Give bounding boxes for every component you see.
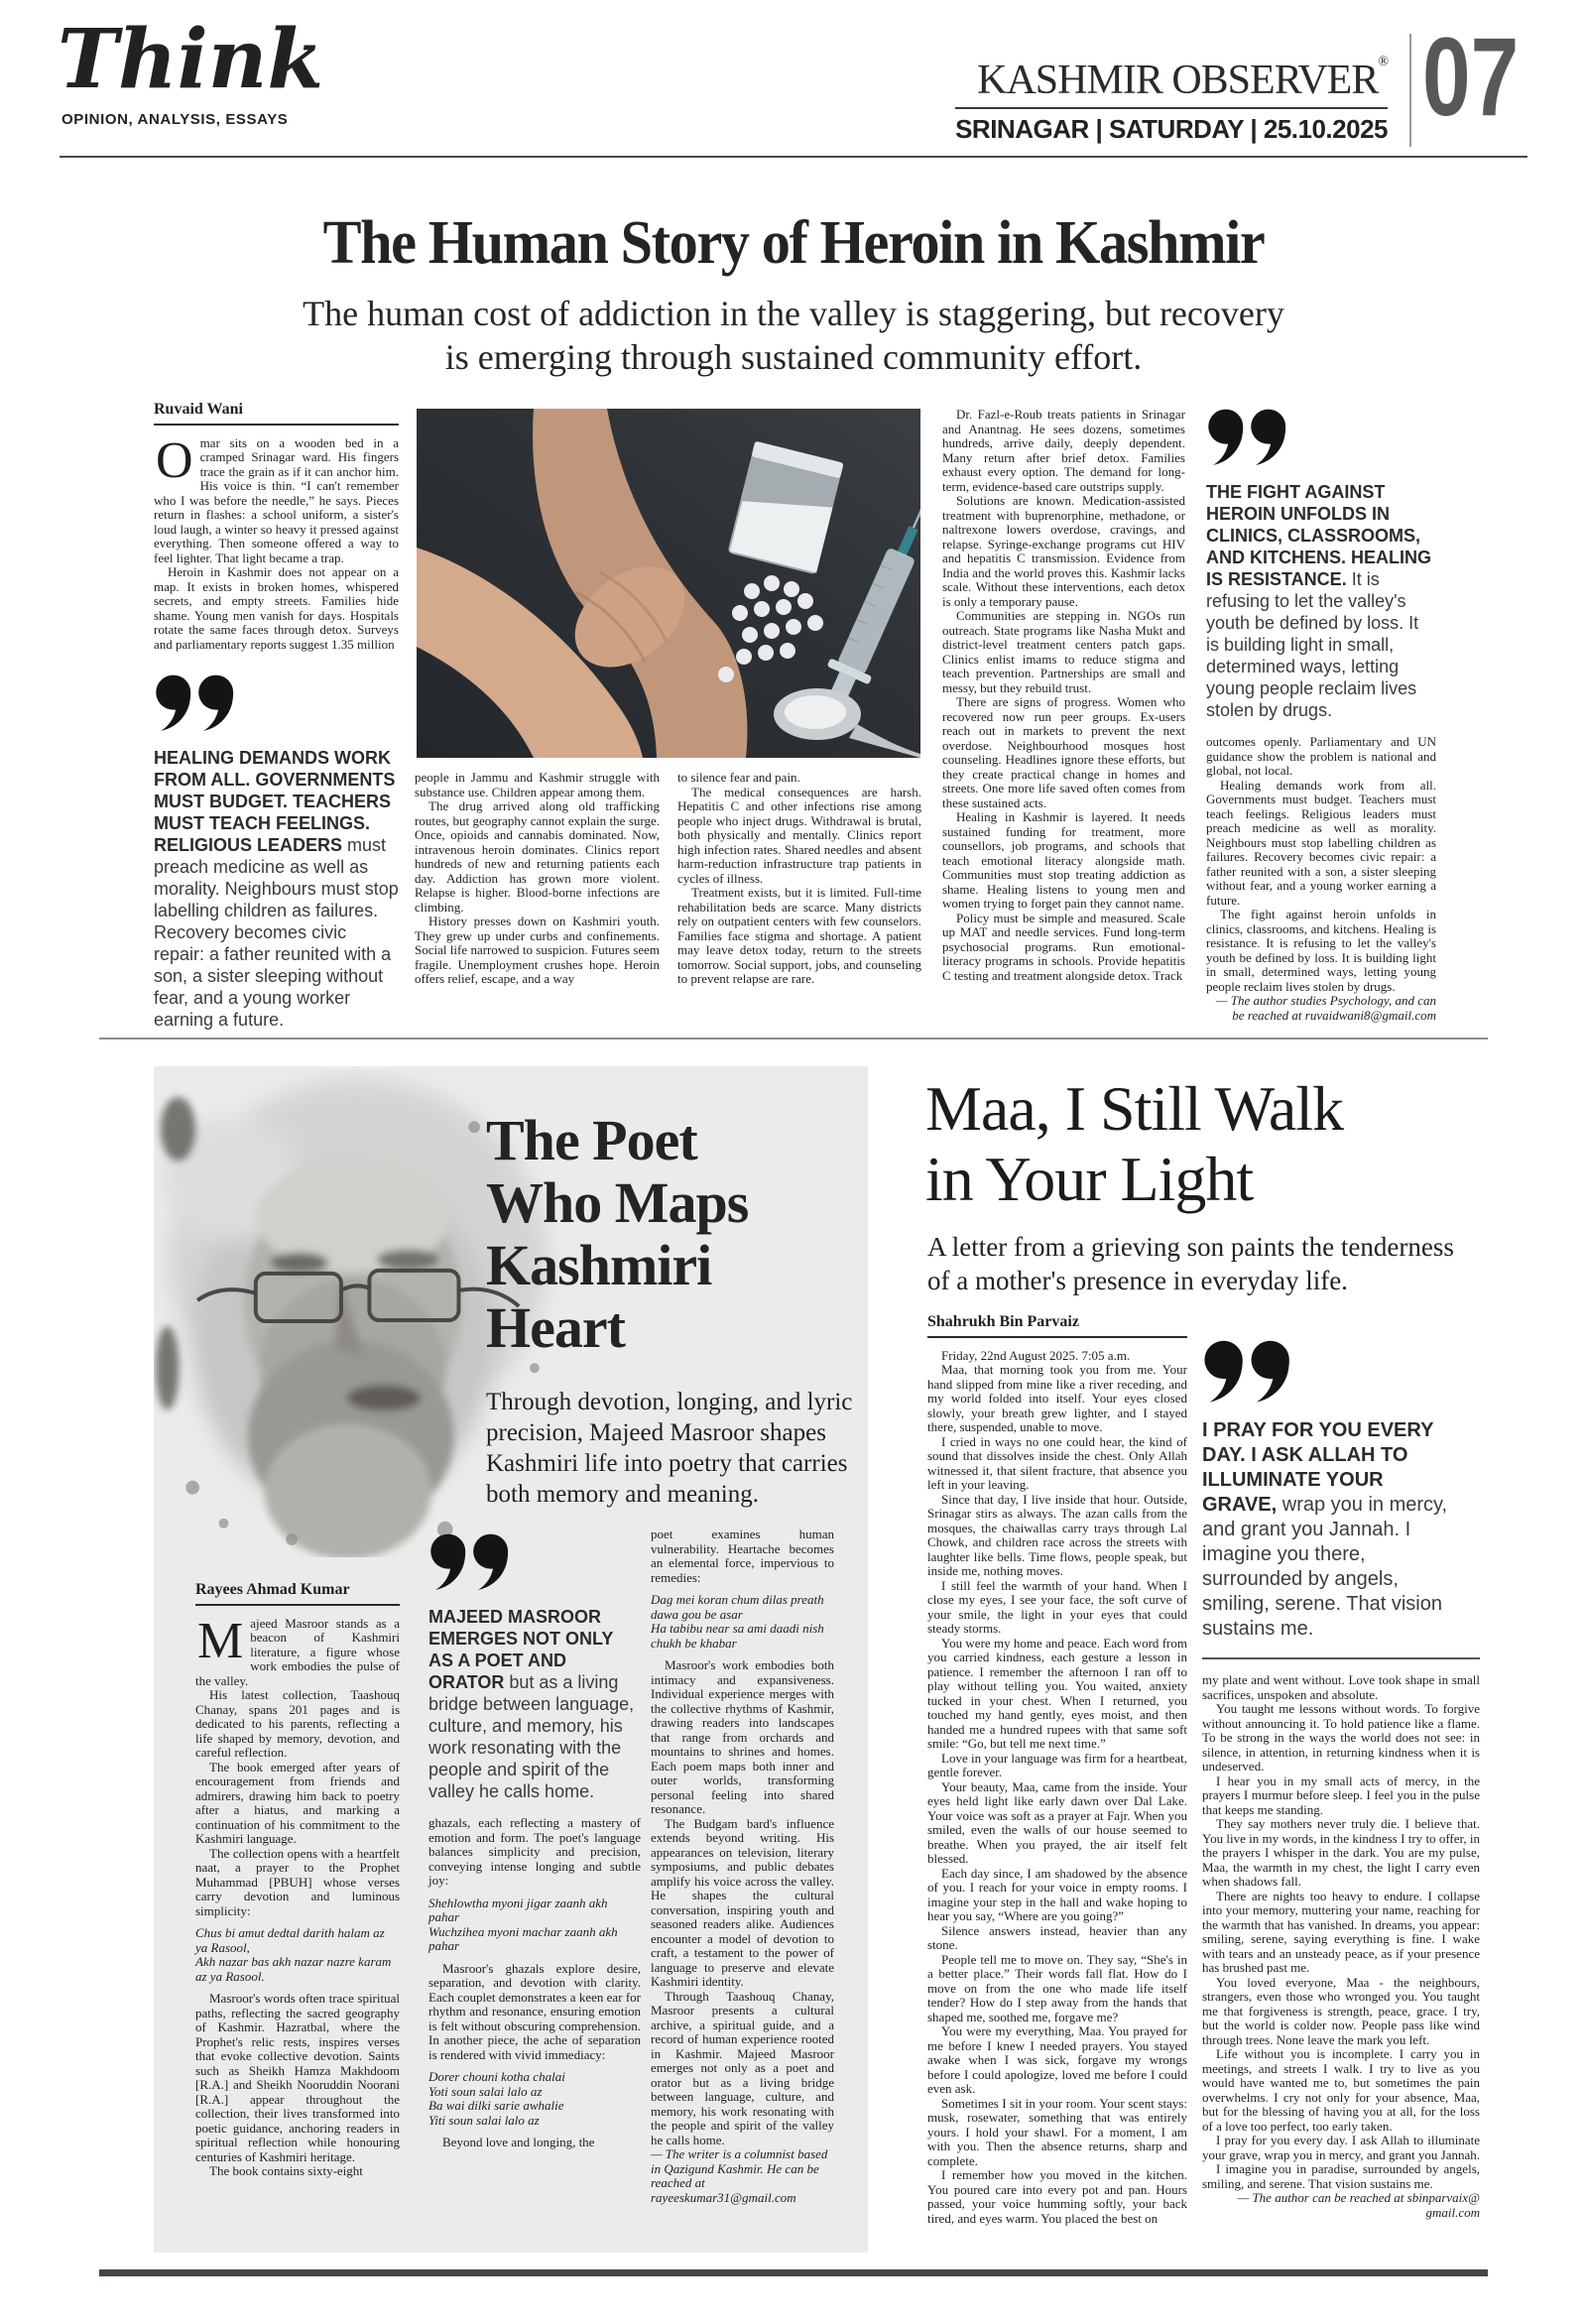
body-paragraph: There are nights too heavy to endure. I collapse into your memory, muttering your name, reaching for the warmth that has vanished. In dreams, you appear: smiling, serene, saying everything is fine. I wake with tears and an unsteady peace, as if your presence has brushed past me.	[1202, 1888, 1480, 1975]
body-paragraph: Through Taashouq Chanay, Masroor presents a cultural archive, a spiritual guide, and a record of human experience rooted in Kashmir. Majeed Masroor emerges not only as a poet and orator but as a living bridge between language, culture, and memory, his work resonating with the people and spirit of the valley he calls home.	[651, 1988, 834, 2147]
paragraph-text: ajeed Masroor stands as a beacon of Kashmiri literature, a figure whose work embodies the pulse of the valley.	[195, 1615, 400, 1688]
author-footer: — The author studies Psychology, and can be reached at ruvaidwani8@gmail.com	[1215, 993, 1436, 1023]
pull-quote-bold: HEALING DEMANDS WORK FROM ALL. GOVERNMENTS MUST BUDGET. TEACHERS MUST TEACH FEELINGS. RELIGIOUS LEADERS	[154, 748, 396, 855]
body-paragraph: You were my home and peace. Each word from you carried kindness, each gesture a lesson in patience. I remember the afternoon I ran off to play without telling you. You waited, anxiety tucked in your chest. When I returned, you touched my hand gently, eyes moist, and then handed me a hundred rupees with that same soft smile: “Go, but tell me next time.”	[927, 1635, 1187, 1751]
body-paragraph: Silence answers instead, heavier than any stone.	[927, 1922, 1187, 1952]
drop-cap: M	[197, 1612, 244, 1669]
ghazal-verse	[651, 1593, 834, 1651]
body-paragraph: Friday, 22nd August 2025. 7:05 a.m.	[941, 1347, 1131, 1363]
headline-line: Kashmiri	[486, 1233, 712, 1297]
body-paragraph: Masroor's work embodies both intimacy and expansiveness. Individual experience merges with the collective rhythms of Kashmir, drawing readers into landscapes that range from orchards and mountains to shrines and homes. Each poem maps both inner and outer worlds, transforming personal feeling into shared resonance.	[651, 1657, 834, 1816]
body-paragraph: Policy must be simple and measured. Scale up MAT and needle services. Fund long-term psychosocial programs. Run emotional-literacy programs in schools. Provide hepatitis C testing and treatment alongside detox. Track	[942, 910, 1185, 983]
verse-line: Ha tabibu near sa ami daadi nish chukh be khabar	[651, 1621, 824, 1651]
quote-icon	[1206, 408, 1289, 469]
subtitle-line: is emerging through sustained community effort.	[444, 337, 1143, 377]
body-paragraph: Your beauty, Maa, came from the inside. Your eyes held light like early dawn over Dal Lake. Your voice was soft as a prayer at Fajr. When you smiled, even the walls of our house seemed to breathe. When you prayed, the air itself felt blessed.	[927, 1778, 1187, 1866]
heroin-article-photo	[417, 409, 920, 758]
body-paragraph: Masroor's words often trace spiritual paths, reflecting the sacred geography of Kashmir. Hazratbal, where the Prophet's relic rests, inspires verses that evoke collective devotion. Saints such as Sheikh Hamza Makhdoom [R.A.] and Sheikh Nooruddin Noorani [R.A.] appear throughout the collection, their lives transformed into poetic guidance, anchoring readers in spiritual reflection while honouring centuries of Kashmiri heritage.	[195, 1991, 400, 2164]
verse-line: Ba wai dilki sarie awhalie	[428, 2098, 564, 2113]
naat-verse	[195, 1926, 400, 1984]
body-paragraph: Love in your language was firm for a heartbeat, gentle forever.	[927, 1750, 1187, 1779]
body-paragraph: Masroor's ghazals explore desire, separation, and devotion with clarity. Each couplet demonstrates a keen ear for rhythm and resonance, ensuring emotion is felt without obscuring comprehension. In another piece, the ache of separation is rendered with vivid immediacy:	[428, 1960, 641, 2062]
page-bottom-rule	[99, 2269, 1488, 2276]
pull-quote-rest: but as a living bridge between language, culture, and memory, his work resonating with the people and spirit of the valley he calls home.	[428, 1672, 635, 1801]
verse-line: Wuchzihea myoni machar zaanh akh pahar	[428, 1923, 618, 1953]
byline-shahrukh-bin-parvaiz: Shahrukh Bin Parvaiz	[927, 1315, 1187, 1338]
body-paragraph: Each day since, I am shadowed by the absence of you. I reach for your voice in empty rooms. I imagine your step in the hall and wake hoping to hear you say, “Where are you going?”	[927, 1865, 1187, 1923]
body-paragraph: Maa, that morning took you from me. Your hand slipped from mine like a river receding, and my world folded into itself. Your eyes closed slowly, your breath grew lighter, and I stayed there, suspended, unable to move.	[927, 1362, 1187, 1434]
ghazal-verse	[428, 1896, 641, 1954]
poet-column-1	[195, 1583, 400, 2179]
registered-mark-icon: ®	[1378, 55, 1388, 69]
verse-line: Dag mei koran chum dilas preath dawa gou be asar	[651, 1592, 824, 1622]
poet-column-2	[428, 1532, 641, 2150]
poet-article-headline	[486, 1109, 863, 1359]
pull-quote-rule	[1202, 1657, 1480, 1659]
heroin-column-3	[677, 771, 921, 987]
heroin-column-2	[415, 771, 660, 987]
page-number-divider	[1409, 34, 1411, 147]
body-paragraph: The drug arrived along old trafficking routes, but geography cannot explain the surge. Once, opioids and cannabis dominated. Now, intravenous heroin dominates. Clinics report hundreds of new and returning patients each day. Addiction has grown more violent. Relapse is higher. Blood-borne infections are climbing.	[415, 798, 660, 915]
body-paragraph: Solutions are known. Medication-assisted treatment with buprenorphine, methadone, or naltrexone lowers overdose, cravings, and relapse. Syringe-exchange programs cut HIV and hepatitis C transmission. Evidence from India and the world proves this. Kashmir lacks scale. Without these interventions, each detox is only a temporary pause.	[942, 493, 1185, 609]
body-paragraph: my plate and went without. Love took shape in small sacrifices, unspoken and absolute.	[1202, 1672, 1480, 1702]
heroin-article-headline: The Human Story of Heroin in Kashmir	[322, 209, 1265, 277]
body-paragraph: Communities are stepping in. NGOs run outreach. State programs like Nasha Mukt and district-level treatment centers patch gaps. Clinics enlist imams to reduce stigma and teach prevention. Partnerships are small and messy, but they rebuild trust.	[942, 608, 1185, 695]
quote-icon	[1202, 1339, 1293, 1407]
face	[244, 1161, 461, 1557]
paper-brand	[955, 40, 1388, 145]
body-paragraph: History presses down on Kashmiri youth. They grew up under curbs and confinements. Social life narrowed to suspicion. Futures seem fragile. Unemployment crushes hope. Heroin offers relief, escape, and a way	[415, 914, 660, 986]
body-paragraph: Treatment exists, but it is limited. Full-time rehabilitation beds are scarce. Many districts rely on outpatient centers with few counselors. Families face stigma and shortage. A patient may leave detox today, return to the streets tomorrow. Social support, jobs, and counseling to prevent relapse are rare.	[677, 885, 921, 986]
header-rule	[60, 156, 1527, 158]
body-paragraph: poet examines human vulnerability. Heartache becomes an elemental force, impervious to remedies:	[651, 1527, 834, 1585]
verse-line: Dorer chouni kotha chalai	[428, 2069, 565, 2084]
body-paragraph: ghazals, each reflecting a mastery of emotion and form. The poet's language balances simplicity and precision, conveying intense longing and subtle joy:	[428, 1815, 641, 1888]
pull-quote-pray	[1202, 1418, 1448, 1642]
headline-line: The Poet	[486, 1108, 697, 1172]
verse-line: Chus bi amut dedtal darith halam az ya Rasool,	[195, 1925, 385, 1955]
body-paragraph: Dr. Fazl-e-Roub treats patients in Srinagar and Anantnag. He sees dozens, sometimes hundreds, arrive daily, deeply dependent. Many return after brief detox. Families exhaust every option. The demand for long-term, evidence-based care outstrips supply.	[942, 407, 1185, 494]
body-paragraph: Healing demands work from all. Governments must budget. Teachers must teach feelings. Religious leaders must preach medicine as well as morality. Neighbours must stop labelling children as failures. Recovery becomes civic repair: a father reunited with a son, a sister sleeping without fear, and a young worker earning a future.	[1206, 777, 1436, 908]
body-paragraph: Beyond love and longing, the	[442, 2135, 595, 2149]
byline-rayees-ahmad-kumar: Rayees Ahmad Kumar	[195, 1583, 400, 1606]
body-paragraph: The medical consequences are harsh. Hepatitis C and other infections rise among people who inject drugs. Withdrawal is brutal, both physically and mentally. Clinics report high infection rates. Shared needles and absent harm-reduction infrastructure trap patients in cycles of illness.	[677, 784, 921, 886]
body-paragraph: You taught me lessons without words. To forgive without announcing it. To hold patience like a flame. To be strong in the ways the world does not see: in silence, in attention, in returning kindness when it is undeserved.	[1202, 1701, 1480, 1774]
pull-quote-healing	[154, 673, 399, 1031]
heroin-column-5	[1206, 408, 1436, 1023]
body-paragraph: There are signs of progress. Women who recovered now run peer groups. Ex-users reach out in markets to prevent the next overdose. Neighbourhood mosques host counseling. Headlines ignore these efforts, but they create practical change in homes and streets. One more life saved often comes from these sustained acts.	[942, 694, 1185, 810]
headline-line: in Your Light	[925, 1144, 1254, 1214]
body-paragraph: The book emerged after years of encouragement from friends and admirers, drawing him back to poetry after a hiatus, and marking a continuation of his commitment to the Kashmiri language.	[195, 1759, 400, 1846]
pull-quote-bold: MAJEED MASROOR EMERGES NOT ONLY AS A POET AND ORATOR	[428, 1607, 614, 1692]
quote-icon	[154, 673, 237, 735]
dateline: SRINAGAR | SATURDAY | 25.10.2025	[955, 114, 1388, 144]
maa-article-subtitle	[927, 1230, 1498, 1297]
body-paragraph: outcomes openly. Parliamentary and UN guidance show the problem is national and global, not local.	[1206, 734, 1436, 778]
quote-icon	[428, 1532, 512, 1594]
body-paragraph	[195, 1612, 400, 1689]
maa-column-2	[1202, 1339, 1480, 2220]
pull-quote-bold: I PRAY FOR YOU EVERY DAY. I ASK ALLAH TO ILLUMINATE YOUR GRAVE,	[1202, 1419, 1434, 1516]
maa-article-headline	[925, 1073, 1343, 1214]
paragraph-text: mar sits on a wooden bed in a cramped Srinagar ward. His fingers trace the grain as if it can anchor him. His voice is thin. “I can't remember who I was before the needle,” he says. Pieces return in flashes: a school uniform, a sister's loud laugh, a winter so heavy it pressed against everything. Then someone offered a way to feel lighter. That light became a trap.	[154, 434, 399, 565]
heroin-column-1	[154, 403, 399, 1031]
verse-line: Yoti soun salai lalo az	[428, 2083, 543, 2099]
subtitle-line: The human cost of addiction in the valley is staggering, but recovery	[303, 294, 1284, 333]
pull-quote-rest: wrap you in mercy, and grant you Jannah. I imagine you there, surrounded by angels, smiling, serene. That vision sustains me.	[1202, 1494, 1448, 1640]
body-paragraph: I remember how you moved in the kitchen. You poured care into every pot and pan. Hours passed, your voice humming softly, your back tired, and eyes warm. You placed the best on	[927, 2167, 1187, 2226]
brand-rule	[955, 107, 1388, 109]
body-paragraph: I imagine you in paradise, surrounded by angels, smiling, and serene. That vision sustains me.	[1202, 2161, 1480, 2191]
body-paragraph: I still feel the warmth of your hand. When I close my eyes, I see your face, the soft curve of your smile, the light in your eyes that could steady storms.	[927, 1577, 1187, 1636]
masthead-subtitle: OPINION, ANALYSIS, ESSAYS	[61, 111, 289, 128]
body-paragraph: The book contains sixty-eight	[209, 2163, 363, 2178]
body-paragraph: You were my everything, Maa. You prayed for me before I knew I needed prayers. You stayed awake when I was sick, forgave my wrongs before I could apologize, loved me before I could even ask.	[927, 2023, 1187, 2096]
body-paragraph: I cried in ways no one could hear, the kind of sound that dissolves inside the chest. Only Allah witnessed it, that silent fracture, that absence you left in your leaving.	[927, 1433, 1187, 1492]
pull-quote-text	[154, 747, 399, 1031]
body-paragraph: Since that day, I live inside that hour. Outside, Srinagar stirs as always. The azan calls from the mosques, the chaiwallas carry trays through Lal Chowk, and children race across the streets with laughter like bells. Time flows, people speak, but inside me, nothing moves.	[927, 1491, 1187, 1578]
body-paragraph: You loved everyone, Maa - the neighbours, strangers, even those who wronged you. You taught me that forgiveness is strength, peace, grace. I try, but the world is colder now. People pass like wind through trees. None leave the mark you left.	[1202, 1974, 1480, 2047]
paper-name	[955, 40, 1388, 103]
heroin-article-subtitle	[0, 292, 1587, 379]
pull-quote-rest: It is refusing to let the valley's youth be defined by loss. It is building light in small, determined ways, letting young people reclaim lives stolen by drugs.	[1206, 569, 1419, 720]
verse-line: Akh nazar bas akh nazar nazre karam az ya Rasool.	[195, 1954, 392, 1984]
poet-article-standfirst: Through devotion, longing, and lyric precision, Majeed Masroor shapes Kashmiri life into poetry that carries both memory and meaning.	[486, 1389, 853, 1508]
poet-column-3	[651, 1528, 834, 2205]
pull-quote-fight	[1206, 481, 1436, 721]
verse-line: Shehlowtha myoni jigar zaanh akh pahar	[428, 1895, 608, 1924]
body-paragraph: His latest collection, Taashouq Chanay, spans 201 pages and is dedicated to his parents, reflecting a life shaped by memory, devotion, and careful reflection.	[195, 1687, 400, 1760]
body-paragraph	[154, 431, 399, 566]
maa-column-1	[927, 1315, 1187, 2226]
body-paragraph: I pray for you every day. I ask Allah to illuminate your grave, wrap you in mercy, and grant you Jannah.	[1202, 2133, 1481, 2162]
verse-line: Yiti soun salai lalo az	[428, 2112, 540, 2128]
ghazal-verse	[428, 2070, 641, 2128]
body-paragraph: I hear you in my small acts of mercy, in the prayers I murmur before sleep. I feel you in the pulse that keeps me standing.	[1202, 1773, 1480, 1817]
body-paragraph: to silence fear and pain.	[677, 770, 800, 785]
body-paragraph: The collection opens with a heartfelt naat, a prayer to the Prophet Muhammad [PBUH] whose verses carry devotion and luminous simplicity:	[195, 1845, 400, 1918]
pull-quote-bold: THE FIGHT AGAINST HEROIN UNFOLDS IN CLINICS, CLASSROOMS, AND KITCHENS. HEALING IS RESISTANCE.	[1206, 482, 1432, 589]
pull-quote-rest: must preach medicine as well as morality. Neighbours must stop labelling children as failures. Recovery becomes civic repair: a father reunited with a son, a sister sleeping without fear, and a young worker earning a future.	[154, 835, 399, 1030]
body-paragraph: The fight against heroin unfolds in clinics, classrooms, and kitchens. Healing is resistance. It is refusing to let the valley's youth be defined by loss. It is building light in small, determined ways, letting young people reclaim lives stolen by drugs.	[1206, 907, 1436, 994]
pull-quote-majeed	[428, 1606, 641, 1802]
author-footer: — The writer is a columnist based in Qazigund Kashmir. He can be reached at rayeeskumar31@gmail.com	[651, 2146, 828, 2205]
hands-drugs-photo	[417, 409, 920, 758]
body-paragraph: Healing in Kashmir is layered. It needs sustained funding for treatment, more counsellors, job programs, and schools that teach emotional literacy alongside math. Communities must stop treating addiction as shame. Healing listens to young men and women trying to forget pain they cannot name.	[942, 809, 1185, 911]
byline-ruvaid-wani: Ruvaid Wani	[154, 403, 399, 426]
paper-name-text: KASHMIR OBSERVER	[977, 58, 1379, 103]
subtitle-line: of a mother's presence in everyday life.	[927, 1266, 1348, 1295]
headline-line: Heart	[486, 1295, 625, 1360]
body-paragraph: People tell me to move on. They say, “She's in a better place.” Their words fall flat. How do I move on from the one who made life itself tender? How do I step away from the hands that shaped me, soothed me, forgave me?	[927, 1951, 1187, 2024]
body-paragraph: They say mothers never truly die. I believe that. You live in my words, in the kindness I try to offer, in the prayers I whisper in the dark. You are my pulse, Maa, the warmth in my chest, the light I carry even when shadows fall.	[1202, 1816, 1480, 1889]
page-number: 07	[1422, 15, 1520, 139]
body-paragraph: Sometimes I sit in your room. Your scent stays: musk, rosewater, something that was entirely yours. I hold your shawl. For a moment, I am with you. Then the absence returns, sharp and complete.	[927, 2095, 1187, 2168]
heroin-column-4	[942, 408, 1185, 983]
headline-line: Who Maps	[486, 1170, 749, 1235]
subtitle-line: A letter from a grieving son paints the tenderness	[927, 1232, 1454, 1262]
drop-cap: O	[156, 431, 193, 489]
headline-line: Maa, I Still Walk	[925, 1073, 1344, 1144]
body-paragraph: people in Jammu and Kashmir struggle with substance use. Children appear among them.	[415, 770, 660, 799]
body-paragraph: Heroin in Kashmir does not appear on a map. It exists in broken homes, whispered secrets, and empty streets. Families hide shame. Young men vanish for days. Hospitals rotate the same faces through detox. Surveys and parliamentary reports suggest 1.35 million	[154, 564, 399, 652]
masthead-think: Think	[58, 12, 324, 107]
section-divider-rule	[99, 1038, 1488, 1040]
body-paragraph: Life without you is incomplete. I carry you in meetings, and streets I walk. I try to live as you would have wanted me to, but sometimes the pain overwhelms. I cry not only for your absence, Maa, but for the blessing of having you at all, for the loss of a love too perfect, too early taken.	[1202, 2046, 1480, 2134]
author-footer: — The author can be reached at sbinparvaix@ gmail.com	[1237, 2190, 1480, 2220]
body-paragraph: The Budgam bard's influence extends beyond writing. His appearances on television, literary symposiums, and public debates amplify his voice across the valley. He shapes the cultural conversation, inspiring youth and seasoned readers alike. Audiences encounter a model of devotion to craft, a testament to the power of language to preserve and elevate Kashmiri identity.	[651, 1815, 834, 1989]
